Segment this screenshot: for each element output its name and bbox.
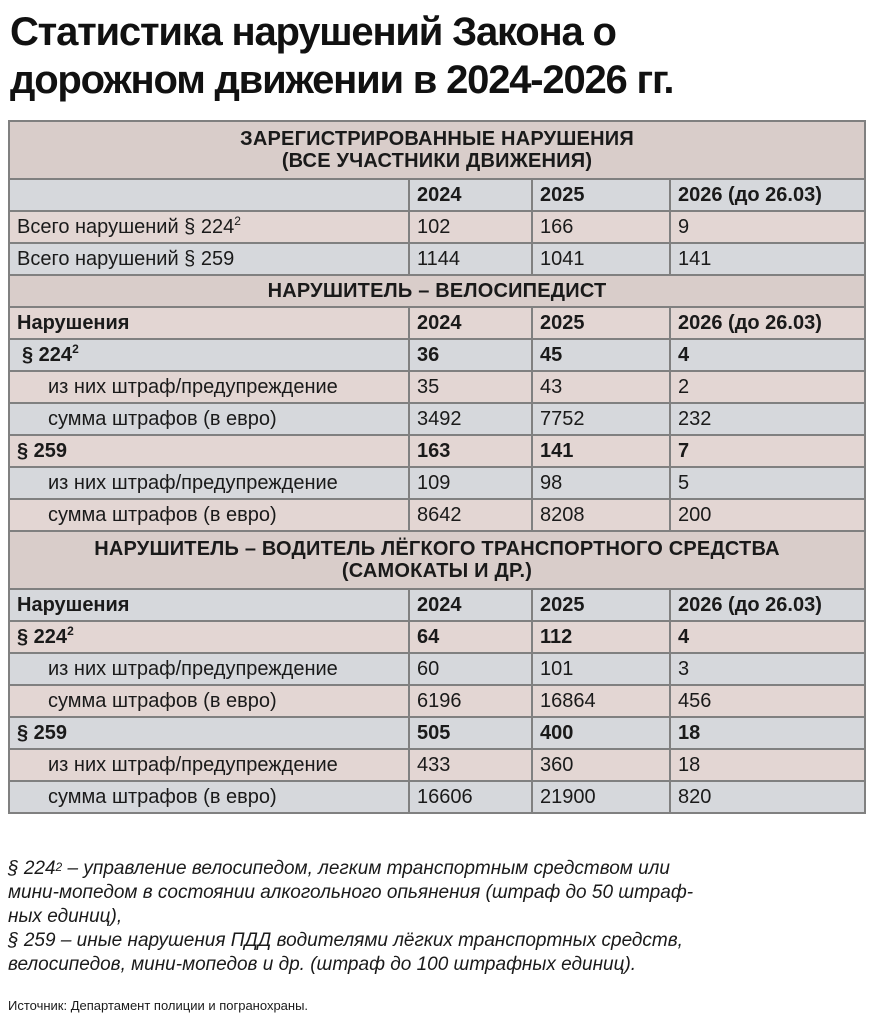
section-header-registered (9, 121, 865, 179)
footnote-224: § $224^2$ – управление велосипедом, легким транспортным средством или (8, 858, 670, 879)
col-2026: 2026 (до 26.03) (670, 589, 865, 621)
cell-2024: 433 (409, 749, 532, 781)
footnote-259-cont: велосипедов, мини-мопедов и др. (штраф до 100 штрафных единиц). (8, 954, 637, 975)
cell-2026: 820 (670, 781, 865, 813)
cell-2025: 1041 (532, 243, 670, 275)
violations-label: Нарушения (9, 589, 409, 621)
table-row (9, 467, 865, 499)
row-label: сумма штрафов (в евро) (9, 499, 409, 531)
table-row (9, 243, 865, 275)
violations-label: Нарушения (9, 307, 409, 339)
statistics-table (8, 120, 866, 814)
table-row (9, 339, 865, 371)
section-header-cyclist (9, 275, 865, 307)
row-label: § $224^2$ (9, 339, 409, 371)
cell-2024: 3492 (409, 403, 532, 435)
violations-header-row (9, 589, 865, 621)
col-2024: 2024 (409, 589, 532, 621)
violations-header-row (9, 307, 865, 339)
footnotes (8, 857, 868, 977)
col-2025: 2025 (532, 589, 670, 621)
table-row (9, 621, 865, 653)
col-2025: 2025 (532, 179, 670, 211)
cell-2024: 35 (409, 371, 532, 403)
cell-2026: 141 (670, 243, 865, 275)
table-row (9, 781, 865, 813)
col-2026: 2026 (до 26.03) (670, 307, 865, 339)
cell-2025: 360 (532, 749, 670, 781)
cell-2024: 1144 (409, 243, 532, 275)
footnote-224-cont: мини-мопедом в состоянии алкогольного опьянения (штраф до 50 штраф- (8, 882, 694, 903)
year-header-row (9, 179, 865, 211)
row-label: сумма штрафов (в евро) (9, 403, 409, 435)
row-label: § 259 (9, 435, 409, 467)
row-label: Всего нарушений § 259 (9, 243, 409, 275)
cell-2024: 505 (409, 717, 532, 749)
cell-2024: 163 (409, 435, 532, 467)
cell-2026: 4 (670, 339, 865, 371)
cell-2025: 7752 (532, 403, 670, 435)
section-title: НАРУШИТЕЛЬ – ВЕЛОСИПЕДИСТ (9, 275, 865, 307)
source-note: Источник: Департамент полиции и погранохраны. (8, 998, 309, 1013)
cell-2025: 101 (532, 653, 670, 685)
title-line-1: Статистика нарушений Закона о (10, 10, 616, 54)
table-row (9, 749, 865, 781)
cell-2026: 4 (670, 621, 865, 653)
cell-2026: 200 (670, 499, 865, 531)
col-2026: 2026 (до 26.03) (670, 179, 865, 211)
row-label: сумма штрафов (в евро) (9, 781, 409, 813)
table-row (9, 499, 865, 531)
footnote-224-end: ных единиц), (8, 906, 123, 927)
table-row (9, 435, 865, 467)
col-2024: 2024 (409, 179, 532, 211)
cell-2025: 16864 (532, 685, 670, 717)
cell-2026: 18 (670, 717, 865, 749)
row-label: § 259 (9, 717, 409, 749)
cell-2026: 2 (670, 371, 865, 403)
cell-2026: 7 (670, 435, 865, 467)
table-row (9, 211, 865, 243)
section-title: НАРУШИТЕЛЬ – ВОДИТЕЛЬ ЛЁГКОГО ТРАНСПОРТНОГО СРЕДСТВА (94, 538, 780, 560)
page-title (10, 8, 870, 104)
title-line-2: дорожном движении в 2024-2026 гг. (10, 58, 674, 102)
cell-2024: 109 (409, 467, 532, 499)
col-2025: 2025 (532, 307, 670, 339)
cell-2025: 166 (532, 211, 670, 243)
table-row (9, 717, 865, 749)
cell-2026: 232 (670, 403, 865, 435)
col-2024: 2024 (409, 307, 532, 339)
cell-2024: 8642 (409, 499, 532, 531)
cell-2025: 8208 (532, 499, 670, 531)
cell-2025: 43 (532, 371, 670, 403)
row-label: из них штраф/предупреждение (9, 371, 409, 403)
cell-2024: 60 (409, 653, 532, 685)
table-row (9, 403, 865, 435)
cell-2026: 5 (670, 467, 865, 499)
section-header-light-vehicle (9, 531, 865, 589)
cell-2026: 18 (670, 749, 865, 781)
cell-2026: 3 (670, 653, 865, 685)
row-label: Всего нарушений § $224^2$ (9, 211, 409, 243)
cell-2024: 64 (409, 621, 532, 653)
cell-2024: 16606 (409, 781, 532, 813)
section-title: ЗАРЕГИСТРИРОВАННЫЕ НАРУШЕНИЯ (240, 128, 634, 150)
cell-2025: 45 (532, 339, 670, 371)
row-label: из них штраф/предупреждение (9, 749, 409, 781)
row-label: § $224^2$ (9, 621, 409, 653)
table-row (9, 685, 865, 717)
section-subtitle: (ВСЕ УЧАСТНИКИ ДВИЖЕНИЯ) (281, 150, 593, 172)
cell-2025: 112 (532, 621, 670, 653)
cell-2024: 36 (409, 339, 532, 371)
cell-2025: 98 (532, 467, 670, 499)
cell-2025: 141 (532, 435, 670, 467)
row-label: сумма штрафов (в евро) (9, 685, 409, 717)
row-label: из них штраф/предупреждение (9, 467, 409, 499)
table-row (9, 653, 865, 685)
row-label: из них штраф/предупреждение (9, 653, 409, 685)
table-row (9, 371, 865, 403)
cell-2024: 102 (409, 211, 532, 243)
cell-2025: 21900 (532, 781, 670, 813)
footnote-259: § 259 – иные нарушения ПДД водителями лёгких транспортных средств, (8, 930, 683, 951)
cell-2026: 9 (670, 211, 865, 243)
cell-2026: 456 (670, 685, 865, 717)
cell-2024: 6196 (409, 685, 532, 717)
cell-2025: 400 (532, 717, 670, 749)
section-subtitle: (САМОКАТЫ И ДР.) (341, 560, 533, 582)
